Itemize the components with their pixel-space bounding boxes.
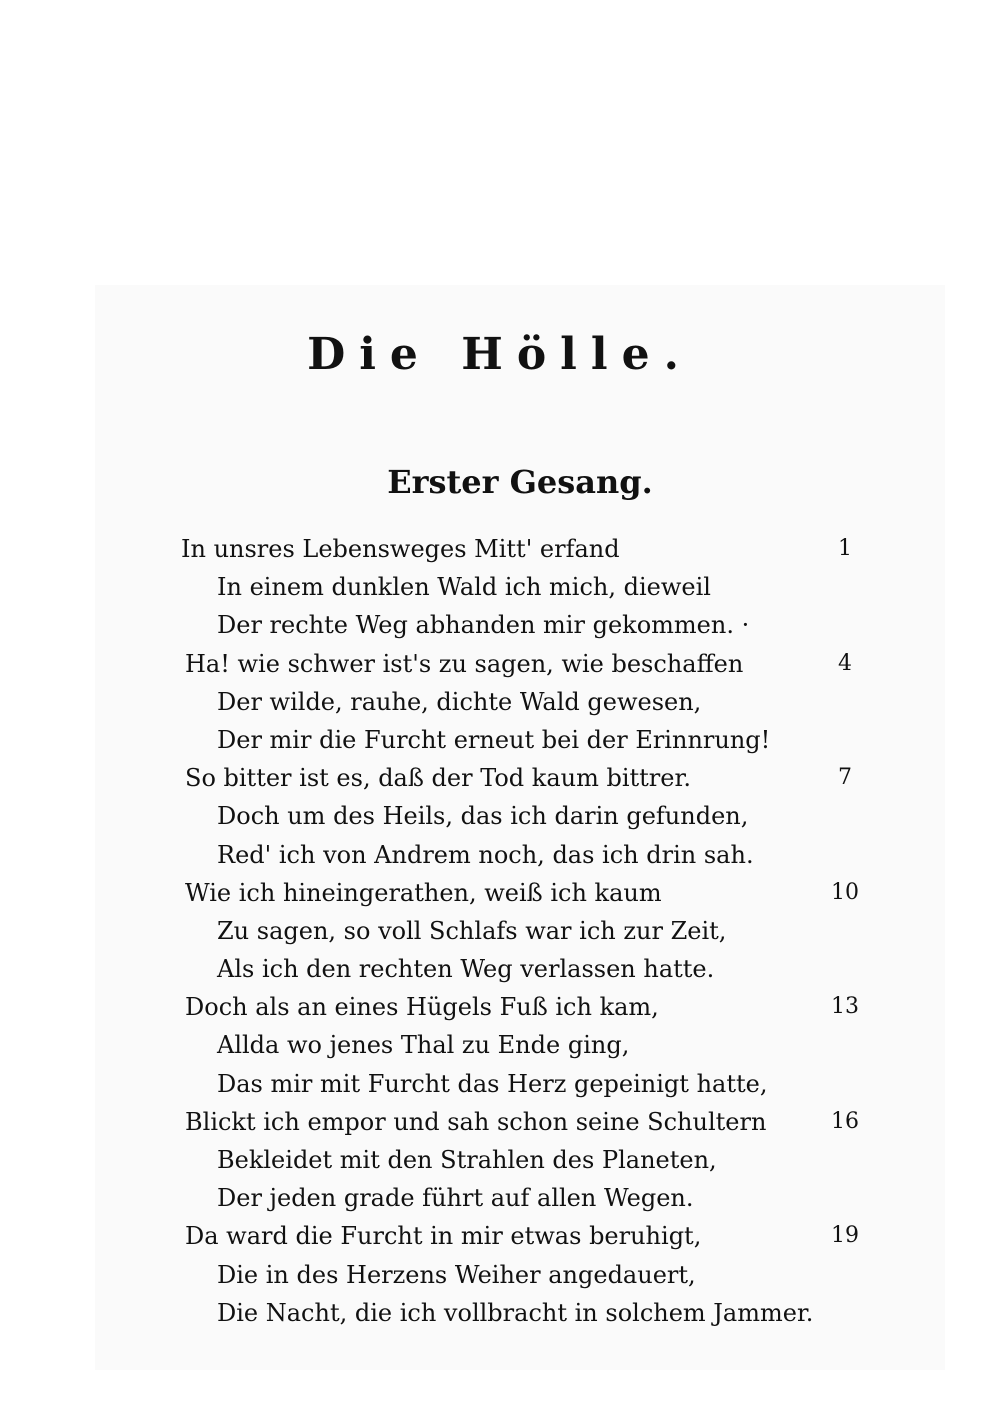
verse-number: 4 [838, 650, 852, 676]
verse-line: Der jeden grade führt auf allen Wegen. [217, 1184, 694, 1213]
verse-line: Wie ich hineingerathen, weiß ich kaum 10 [185, 874, 875, 912]
verse-line: Der wilde, rauhe, dichte Wald gewesen, [217, 687, 702, 716]
verse-line: So bitter ist es, daß der Tod kaum bittrer. 7 [185, 759, 875, 797]
verse-number: 13 [831, 994, 859, 1020]
verse-line: Der rechte Weg abhanden mir gekommen. · [217, 611, 750, 640]
verse-line: Die Nacht, die ich vollbracht in solchem Jammer. [217, 1298, 814, 1327]
verse-line: Als ich den rechten Weg verlassen hatte. [217, 955, 715, 984]
verse-line: Da ward die Furcht in mir etwas beruhigt, 19 [185, 1217, 875, 1255]
canto-heading: Erster Gesang. [387, 463, 653, 501]
verse-line: Das mir mit Furcht das Herz gepeinigt hatte, [217, 1069, 768, 1098]
verse-line: Allda wo jenes Thal zu Ende ging, [217, 1031, 630, 1060]
verse-line: Der mir die Furcht erneut bei der Erinnrung! [217, 725, 771, 754]
verse-number: 16 [831, 1108, 859, 1134]
verse-number: 10 [831, 879, 859, 905]
verse-line: Bekleidet mit den Strahlen des Planeten, [217, 1146, 717, 1174]
verse-line: Doch als an eines Hügels Fuß ich kam, 13 [185, 988, 875, 1026]
verse-line: Die in des Herzens Weiher angedauert, [217, 1260, 696, 1289]
verse-number: 7 [838, 765, 852, 791]
verse-line: Zu sagen, so voll Schlafs war ich zur Zeit, [217, 916, 727, 945]
verse-number: 19 [831, 1223, 859, 1249]
verse-line: Red' ich von Andrem noch, das ich drin sah. [217, 840, 754, 869]
poem-body [181, 530, 875, 1332]
verse-line: In einem dunklen Wald ich mich, dieweil [217, 573, 711, 602]
verse-number: 1 [838, 536, 852, 561]
verse-line: Ha! wie schwer ist's zu sagen, wie beschaffen 4 [185, 645, 875, 683]
verse-line: Doch um des Heils, das ich darin gefunden, [217, 802, 749, 831]
verse-line: In unsres Lebensweges Mitt' erfand 1 [185, 530, 875, 568]
page-title: Die Hölle. [307, 329, 693, 380]
verse-line: Blickt ich empor und sah schon seine Schultern 16 [185, 1103, 875, 1141]
